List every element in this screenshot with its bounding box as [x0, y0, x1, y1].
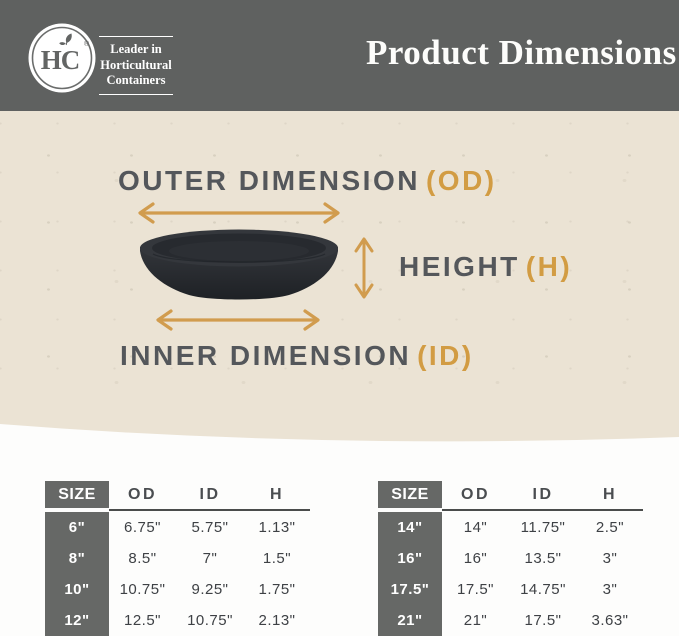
column-header: OD: [109, 481, 176, 511]
inner-dimension-label: [120, 340, 474, 372]
value-cell: 21": [463, 612, 488, 629]
value-cell: 17.5": [456, 581, 495, 598]
value-cell: 10.75": [119, 581, 166, 598]
height-abbr: (H): [525, 251, 573, 282]
size-cell: 12": [45, 605, 109, 636]
value-cell: 14.75": [520, 581, 566, 598]
column-header: H: [244, 481, 310, 511]
hc-logo-icon: [28, 23, 96, 93]
page-title: Product Dimensions: [366, 33, 677, 72]
column-header: H: [577, 481, 643, 511]
value-cell: 16": [463, 550, 488, 567]
size-cell: 10": [45, 574, 109, 605]
size-cell: 6": [45, 512, 109, 543]
value-cell: 3": [602, 581, 618, 598]
value-cell: 10.75": [187, 612, 233, 629]
registered-mark: ®: [84, 41, 90, 48]
value-cell: 1.13": [258, 519, 296, 536]
size-column-header: SIZE: [45, 481, 109, 508]
height-label: [399, 251, 572, 283]
size-table: [45, 481, 310, 636]
outer-dimension-text: OUTER DIMENSION: [118, 165, 420, 196]
inner-dimension-abbr: (ID): [417, 340, 474, 371]
value-cell: 13.5": [524, 550, 562, 567]
size-cell: 8": [45, 543, 109, 574]
size-table: [378, 481, 643, 636]
value-cell: 11.75": [520, 519, 566, 536]
value-cell: 1.5": [262, 550, 292, 567]
header-bar: [0, 0, 679, 111]
value-cell: 14": [463, 519, 488, 536]
height-text: HEIGHT: [399, 251, 520, 282]
size-cell: 21": [378, 605, 442, 636]
size-cell: 14": [378, 512, 442, 543]
value-cell: 3": [602, 550, 618, 567]
value-cell: 9.25": [191, 581, 229, 598]
column-header: OD: [442, 481, 509, 511]
saucer-image: [133, 227, 345, 309]
id-arrow-icon: [153, 308, 323, 332]
value-cell: 12.5": [123, 612, 162, 629]
column-header: ID: [176, 481, 244, 511]
value-cell: 5.75": [191, 519, 229, 536]
size-cell: 16": [378, 543, 442, 574]
size-cell: 17.5": [378, 574, 442, 605]
logo-monogram: HC: [40, 45, 80, 75]
tagline-line: Containers: [106, 73, 166, 87]
column-header: ID: [509, 481, 577, 511]
outer-dimension-abbr: (OD): [425, 165, 497, 196]
brand-tagline: [99, 36, 173, 95]
outer-dimension-label: [118, 165, 497, 197]
value-cell: 17.5": [524, 612, 562, 629]
inner-dimension-text: INNER DIMENSION: [120, 340, 412, 371]
hc-logo-svg: [28, 23, 96, 93]
height-arrow-icon: [352, 235, 376, 301]
size-column-header: SIZE: [378, 481, 442, 508]
panel-curve: [0, 410, 679, 456]
value-cell: 2.13": [258, 612, 296, 629]
value-cell: 7": [202, 550, 218, 567]
od-arrow-icon: [135, 201, 343, 225]
value-cell: 6.75": [123, 519, 162, 536]
value-cell: 3.63": [591, 612, 629, 629]
value-cell: 8.5": [128, 550, 157, 567]
tagline-line: Leader in: [110, 42, 162, 56]
tagline-line: Horticultural: [100, 57, 172, 72]
value-cell: 1.75": [258, 581, 296, 598]
value-cell: 2.5": [595, 519, 625, 536]
